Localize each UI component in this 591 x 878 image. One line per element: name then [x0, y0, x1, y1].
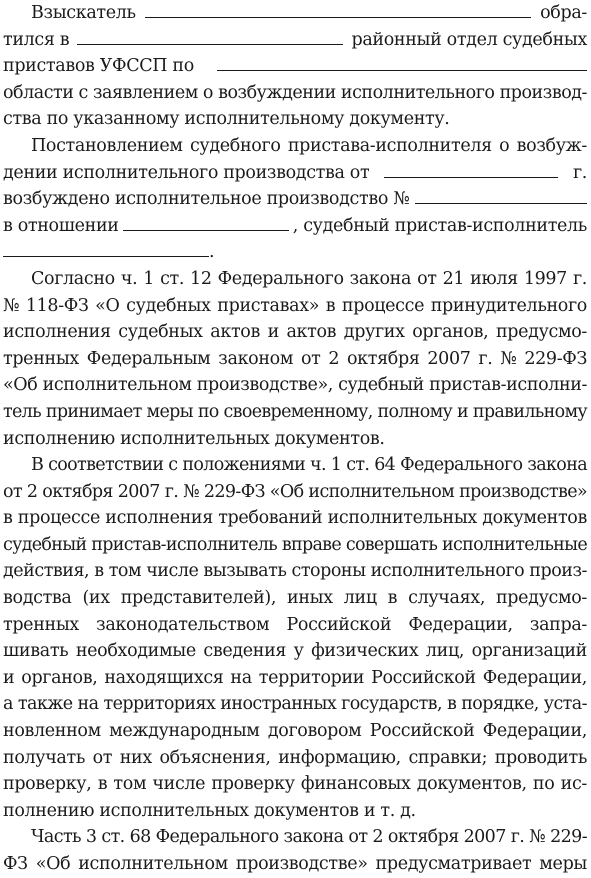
text-fragment: получать от них объяснения, информацию, справки; проводить: [3, 747, 587, 768]
text-line: [3, 479, 587, 506]
text-fragment: ФЗ «Об исполнительном производстве» предусматривает меры: [3, 854, 587, 874]
text-line: [3, 718, 587, 745]
text-fragment: водства (их представителей), иных лиц в случаях, предусмо-: [3, 588, 587, 609]
text-fragment: № 118-ФЗ «О судебных приставах» в процессе принудительного: [3, 295, 587, 316]
text-line: [3, 612, 587, 639]
text-fragment: , судебный пристав-исполнитель: [292, 215, 587, 236]
fill-in-blank: [384, 160, 558, 178]
text-fragment: тился в: [3, 29, 70, 50]
text-fragment: от 2 октября 2007 г. № 229-ФЗ «Об исполнительном производстве»: [3, 481, 587, 502]
text-line: [3, 106, 587, 133]
text-fragment: в отношении: [3, 215, 119, 236]
text-line: [3, 80, 587, 107]
text-fragment: Часть 3 ст. 68 Федерального закона от 2 октября 2007 г. № 229-: [31, 827, 587, 848]
text-line: [3, 399, 587, 426]
text-line: [3, 239, 587, 266]
text-fragment: проверку, в том числе проверку финансовых документов, по ис-: [3, 774, 587, 795]
text-fragment: в процессе исполнения требований исполнительных документов: [3, 508, 587, 529]
text-fragment: .: [209, 242, 215, 263]
text-fragment: действия, в том числе вызывать стороны исполнительного произ-: [3, 561, 587, 582]
text-fragment: возбуждено исполнительное производство №: [3, 189, 410, 210]
text-line: [3, 505, 587, 532]
text-fragment: обра-: [540, 3, 587, 23]
fill-in-blank: [145, 0, 531, 18]
text-line: [3, 160, 587, 187]
text-fragment: Согласно ч. 1 ст. 12 Федерального закона от 21 июля 1997 г.: [31, 268, 587, 289]
text-fragment: исполнению исполнительных документов.: [3, 428, 385, 449]
text-fragment: исполнения судебных актов и актов других органов, предусмо-: [3, 322, 587, 343]
text-line: [3, 266, 587, 293]
text-fragment: полнению исполнительных документов и т. д.: [3, 800, 416, 821]
text-line: [3, 27, 587, 54]
text-fragment: новленном международным договором Российской Федерации,: [3, 721, 587, 742]
text-line: [3, 293, 587, 320]
text-line: [3, 798, 587, 825]
text-line: [3, 53, 587, 80]
text-line: [3, 585, 587, 612]
text-line: [3, 452, 587, 479]
text-line: [3, 532, 587, 559]
text-line: [3, 213, 587, 240]
fill-in-blank: [3, 239, 209, 257]
text-line: [3, 346, 587, 373]
text-line: [3, 133, 587, 160]
text-fragment: области с заявлением о возбуждении исполнительного производ-: [3, 82, 587, 103]
text-line: [3, 745, 587, 772]
text-line: [3, 851, 587, 878]
fill-in-blank: [217, 53, 587, 71]
text-line: [3, 558, 587, 585]
fill-in-blank: [77, 27, 343, 45]
text-fragment: и органов, находящихся на территории Российской Федерации,: [3, 667, 587, 688]
fill-in-blank: [415, 186, 587, 204]
text-fragment: судебный пристав-исполнитель вправе совершать исполнительные: [3, 534, 587, 555]
text-line: [3, 691, 587, 718]
text-line: [3, 771, 587, 798]
text-line: [3, 372, 587, 399]
text-fragment: Постановлением судебного пристава-исполнителя о возбуж-: [31, 135, 587, 156]
text-fragment: тренных законодательством Российской Федерации, запра-: [3, 614, 587, 635]
text-fragment: шивать необходимые сведения у физических лиц, организаций: [3, 641, 587, 662]
text-fragment: «Об исполнительном производстве», судебный пристав-исполни-: [3, 375, 587, 396]
text-fragment: а также на территориях иностранных государств, в порядке, уста-: [3, 694, 587, 715]
text-fragment: тренных Федеральным законом от 2 октября 2007 г. № 229-ФЗ: [3, 348, 587, 369]
text-fragment: дении исполнительного производства от: [3, 162, 370, 183]
text-line: [3, 0, 587, 27]
text-line: [3, 665, 587, 692]
text-line: [3, 638, 587, 665]
text-line: [3, 319, 587, 346]
text-fragment: Взыскатель: [31, 3, 136, 23]
text-line: [3, 426, 587, 453]
text-line: [3, 824, 587, 851]
text-line: [3, 186, 587, 213]
fill-in-blank: [123, 213, 289, 231]
text-fragment: г.: [572, 162, 587, 183]
text-fragment: В соответствии с положениями ч. 1 ст. 64 Федерального закона: [31, 455, 587, 476]
text-fragment: районный отдел судебных: [351, 29, 587, 50]
text-fragment: ства по указанному исполнительному документу.: [3, 109, 450, 130]
text-fragment: приставов УФССП по: [3, 56, 194, 77]
text-fragment: тель принимает меры по своевременному, полному и правильному: [3, 401, 587, 422]
